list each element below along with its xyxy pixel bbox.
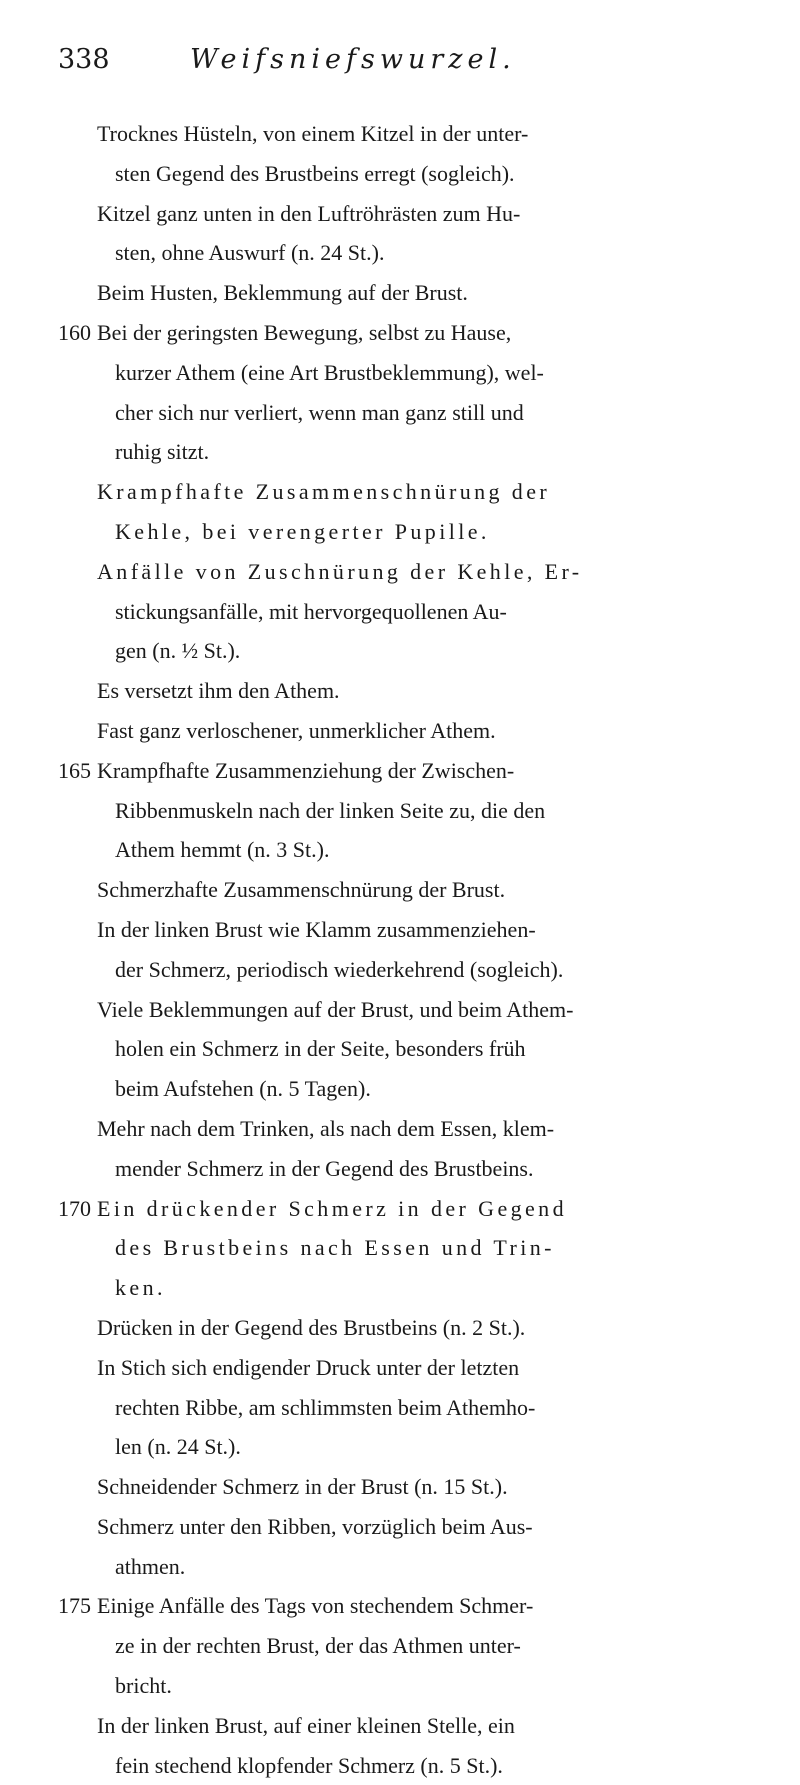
line-text: mender Schmerz in der Gegend des Brustbeins. [115, 1155, 534, 1181]
text-line [0, 1706, 800, 1746]
text-line [0, 1029, 800, 1069]
line-text: Viele Beklemmungen auf der Brust, und beim Athem- [97, 996, 574, 1022]
text-line [0, 114, 800, 154]
text-line [0, 910, 800, 950]
line-text: Krampfhafte Zusammenziehung der Zwischen- [97, 757, 515, 783]
text-line [0, 1507, 800, 1547]
text-line [0, 1746, 800, 1785]
text-line [0, 1547, 800, 1587]
line-text: Kehle, bei verengerter Pupille. [115, 518, 490, 544]
text-line [0, 1666, 800, 1706]
text-line [0, 1467, 800, 1507]
line-text: ruhig sitzt. [115, 439, 210, 465]
line-text: Beim Husten, Beklemmung auf der Brust. [97, 280, 468, 306]
line-text: kurzer Athem (eine Art Brustbeklemmung), wel- [115, 359, 544, 385]
text-line [0, 552, 800, 592]
text-line [0, 1586, 800, 1626]
line-text: beim Aufstehen (n. 5 Tagen). [115, 1076, 371, 1102]
text-line [0, 751, 800, 791]
text-line [0, 432, 800, 472]
line-text: gen (n. ½ St.). [115, 638, 241, 664]
line-text: ken. [115, 1275, 166, 1301]
line-text: Kitzel ganz unten in den Luftröhrästen zum Hu- [97, 200, 521, 226]
line-text: der Schmerz, periodisch wiederkehrend (sogleich). [115, 956, 564, 982]
line-text: len (n. 24 St.). [115, 1434, 241, 1460]
line-text: Drücken in der Gegend des Brustbeins (n. 2 St.). [97, 1314, 526, 1340]
line-text: Athem hemmt (n. 3 St.). [115, 837, 330, 863]
running-title: Weifsniefswurzel. [190, 44, 516, 75]
page-header [58, 44, 516, 75]
text-line [0, 1149, 800, 1189]
line-text: Krampfhafte Zusammenschnürung der [97, 479, 551, 505]
text-line [0, 1308, 800, 1348]
line-text: Fast ganz verloschener, unmerklicher Athem. [97, 717, 496, 743]
text-line [0, 1427, 800, 1467]
line-text: In der linken Brust, auf einer kleinen Stelle, ein [97, 1712, 515, 1738]
text-line [0, 313, 800, 353]
line-text: Anfälle von Zuschnürung der Kehle, Er- [97, 558, 583, 584]
line-text: sten, ohne Auswurf (n. 24 St.). [115, 240, 385, 266]
line-text: Schneidender Schmerz in der Brust (n. 15 St.). [97, 1474, 508, 1500]
symptom-list [0, 114, 800, 1785]
text-line [0, 154, 800, 194]
symptom-number: 165 [58, 757, 91, 783]
text-line [0, 830, 800, 870]
text-line [0, 1348, 800, 1388]
line-text: Es versetzt ihm den Athem. [97, 678, 340, 704]
line-text: In der linken Brust wie Klamm zusammenziehen- [97, 916, 536, 942]
text-line [0, 472, 800, 512]
line-text: bricht. [115, 1673, 172, 1699]
text-line [0, 1109, 800, 1149]
text-line [0, 870, 800, 910]
text-line [0, 194, 800, 234]
text-line [0, 631, 800, 671]
line-text: Schmerzhafte Zusammenschnürung der Brust. [97, 877, 506, 903]
line-text: Einige Anfälle des Tags von stechendem Schmer- [97, 1593, 534, 1619]
text-line [0, 1189, 800, 1229]
line-text: athmen. [115, 1553, 186, 1579]
text-line [0, 1626, 800, 1666]
line-text: Schmerz unter den Ribben, vorzüglich beim Aus- [97, 1513, 533, 1539]
page-number: 338 [58, 44, 110, 75]
text-line [0, 273, 800, 313]
line-text: Trocknes Hüsteln, von einem Kitzel in der unter- [97, 121, 529, 146]
text-line [0, 353, 800, 393]
line-text: holen ein Schmerz in der Seite, besonders früh [115, 1036, 526, 1062]
line-text: Ein drückender Schmerz in der Gegend [97, 1195, 567, 1221]
line-text: fein stechend klopfender Schmerz (n. 5 St.). [115, 1752, 503, 1778]
text-line [0, 1268, 800, 1308]
line-text: Ribbenmuskeln nach der linken Seite zu, die den [115, 797, 546, 823]
line-text: rechten Ribbe, am schlimmsten beim Athemho- [115, 1394, 536, 1420]
text-line [0, 671, 800, 711]
symptom-number: 160 [58, 319, 91, 345]
text-line [0, 512, 800, 552]
line-text: ze in der rechten Brust, der das Athmen unter- [115, 1633, 521, 1659]
text-line [0, 791, 800, 831]
line-text: Bei der geringsten Bewegung, selbst zu Hause, [97, 319, 512, 345]
symptom-number: 170 [58, 1195, 91, 1221]
text-line [0, 233, 800, 273]
line-text: Mehr nach dem Trinken, als nach dem Essen, klem- [97, 1115, 555, 1141]
text-line [0, 1388, 800, 1428]
text-line [0, 393, 800, 433]
line-text: cher sich nur verliert, wenn man ganz still und [115, 399, 524, 425]
line-text: sten Gegend des Brustbeins erregt (sogleich). [115, 160, 515, 186]
text-line [0, 711, 800, 751]
line-text: stickungsanfälle, mit hervorgequollenen Au- [115, 598, 507, 624]
line-text: des Brustbeins nach Essen und Trin- [115, 1235, 555, 1261]
text-line [0, 990, 800, 1030]
text-line [0, 1069, 800, 1109]
text-line [0, 950, 800, 990]
text-line [0, 592, 800, 632]
line-text: In Stich sich endigender Druck unter der letzten [97, 1354, 520, 1380]
symptom-number: 175 [58, 1593, 91, 1619]
text-line [0, 1228, 800, 1268]
